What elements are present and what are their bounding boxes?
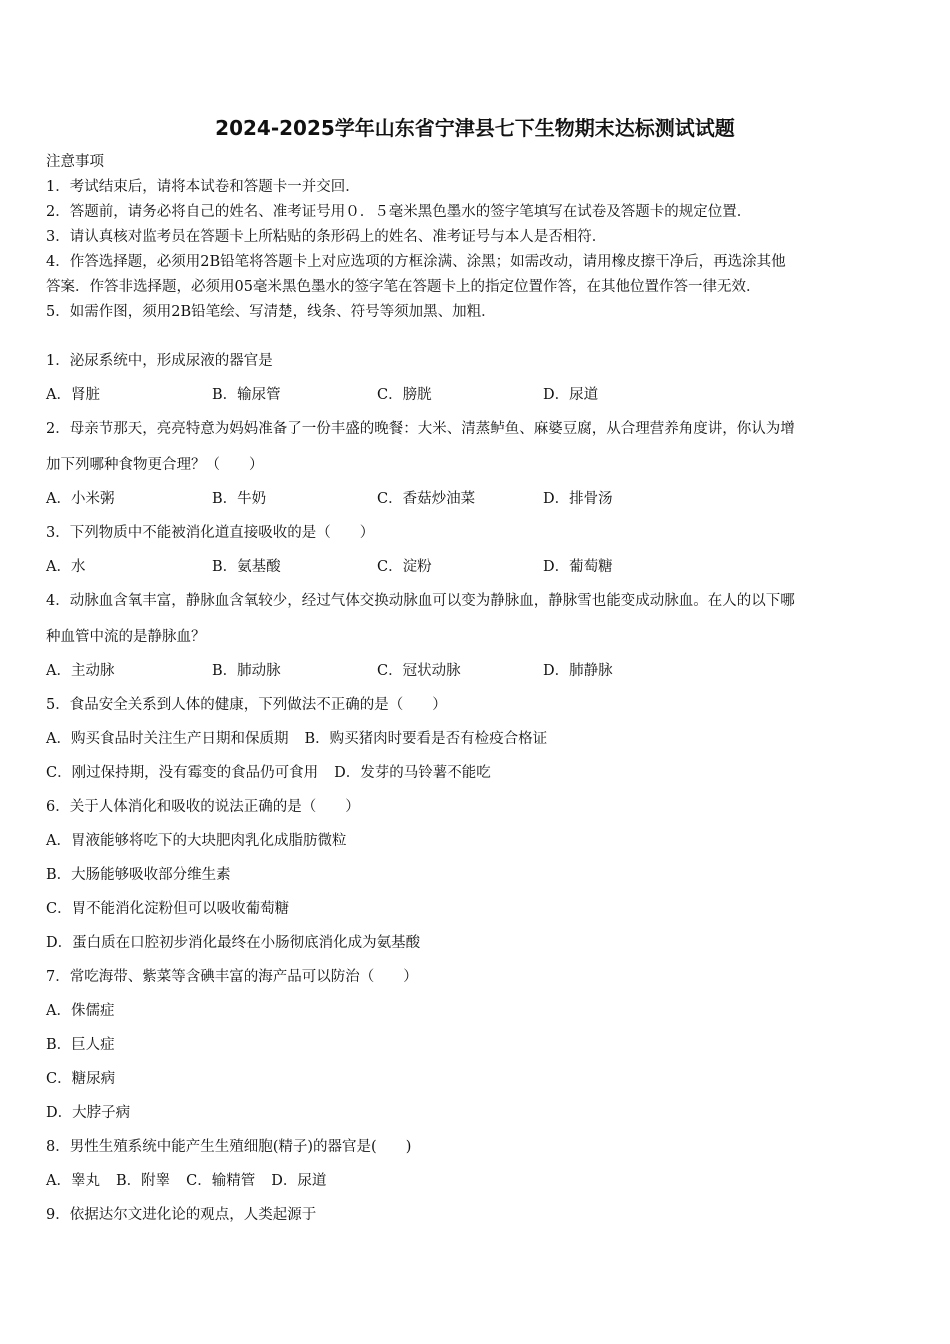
question-8-stem: 8．男性生殖系统中能产生生殖细胞(精子)的器官是( ) [46, 1139, 412, 1155]
page-title: 2024-2025学年山东省宁津县七下生物期末达标测试试题 [215, 116, 735, 140]
option-b: B．附睾 [115, 1173, 171, 1189]
note-item: 3．请认真核对监考员在答题卡上所粘贴的条形码上的姓名、准考证号与本人是否相符． [46, 229, 607, 245]
question-5-options-row-2 [46, 763, 491, 783]
option-d: D．肺静脉 [543, 663, 613, 679]
question-9-stem: 9．依据达尔文进化论的观点，人类起源于 [46, 1207, 317, 1223]
option-d: D．尿道 [271, 1173, 327, 1189]
option-b: B．输尿管 [212, 387, 281, 403]
option-c: C．输精管 [186, 1173, 256, 1189]
option-d: D．蛋白质在口腔初步消化最终在小肠彻底消化成为氨基酸 [46, 935, 421, 951]
question-2-stem: 2．母亲节那天，亮亮特意为妈妈准备了一份丰盛的晚餐：大米、清蒸鲈鱼、麻婆豆腐，从合理营养角度讲，你认为增 [46, 421, 795, 437]
option-c: C．香菇炒油菜 [377, 491, 476, 507]
option-d: D．葡萄糖 [543, 559, 613, 575]
option-c: C．冠状动脉 [377, 663, 461, 679]
question-3-stem: 3．下列物质中不能被消化道直接吸收的是（ ） [46, 525, 375, 541]
note-item: 4．作答选择题，必须用2B铅笔将答题卡上对应选项的方框涂满、涂黑；如需改动，请用橡皮擦干净后，再选涂其他 [46, 254, 786, 270]
question-1-stem: 1．泌尿系统中，形成尿液的器官是 [46, 353, 273, 369]
option-a: A．睾丸 [46, 1173, 100, 1189]
option-c: C．胃不能消化淀粉但可以吸收葡萄糖 [46, 901, 290, 917]
note-item: 2．答题前，请务必将自己的姓名、准考证号用０．５毫米黑色墨水的签字笔填写在试卷及答题卡的规定位置． [46, 204, 752, 220]
option-b: B．巨人症 [46, 1037, 115, 1053]
option-b: B．牛奶 [212, 491, 267, 507]
option-c: C．糖尿病 [46, 1071, 116, 1087]
note-item: 5．如需作图，须用2B铅笔绘、写清楚，线条、符号等须加黑、加粗． [46, 304, 496, 320]
option-d: D．尿道 [543, 387, 599, 403]
option-b: B．大肠能够吸收部分维生素 [46, 867, 231, 883]
option-a: A．胃液能够将吃下的大块肥肉乳化成脂肪微粒 [46, 833, 347, 849]
note-item: 答案．作答非选择题，必须用05毫米黑色墨水的签字笔在答题卡上的指定位置作答，在其他位置作答一律无效． [46, 279, 761, 295]
option-c: C．刚过保持期，没有霉变的食品仍可食用 [46, 765, 319, 781]
question-4-stem: 4．动脉血含氧丰富，静脉血含氧较少，经过气体交换动脉血可以变为静脉血，静脉雪也能变成动脉血。在人的以下哪 [46, 593, 795, 609]
option-a: A．侏儒症 [46, 1003, 115, 1019]
question-8-options [46, 1171, 326, 1191]
option-d: D．排骨汤 [543, 491, 613, 507]
option-a: A．购买食品时关注生产日期和保质期 [46, 731, 289, 747]
notes-section [46, 150, 916, 325]
notes-heading: 注意事项 [46, 154, 104, 170]
option-c: C．淀粉 [377, 559, 432, 575]
option-c: C．膀胱 [377, 387, 432, 403]
question-4-stem-cont: 种血管中流的是静脉血？ [46, 629, 206, 645]
option-a: A．肾脏 [46, 387, 100, 403]
question-5-options-row-1 [46, 729, 547, 749]
question-7-stem: 7．常吃海带、紫菜等含碘丰富的海产品可以防治（ ） [46, 969, 418, 985]
option-a: A．小米粥 [46, 491, 115, 507]
question-2-stem-cont: 加下列哪种食物更合理？（ ） [46, 457, 264, 473]
option-d: D．发芽的马铃薯不能吃 [334, 765, 491, 781]
option-a: A．水 [46, 559, 86, 575]
option-b: B．氨基酸 [212, 559, 281, 575]
option-b: B．肺动脉 [212, 663, 281, 679]
option-d: D．大脖子病 [46, 1105, 131, 1121]
option-a: A．主动脉 [46, 663, 115, 679]
question-6-stem: 6．关于人体消化和吸收的说法正确的是（ ） [46, 799, 360, 815]
note-item: 1．考试结束后，请将本试卷和答题卡一并交回． [46, 179, 360, 195]
option-b: B．购买猪肉时要看是否有检疫合格证 [304, 731, 548, 747]
question-5-stem: 5．食品安全关系到人体的健康，下列做法不正确的是（ ） [46, 697, 447, 713]
